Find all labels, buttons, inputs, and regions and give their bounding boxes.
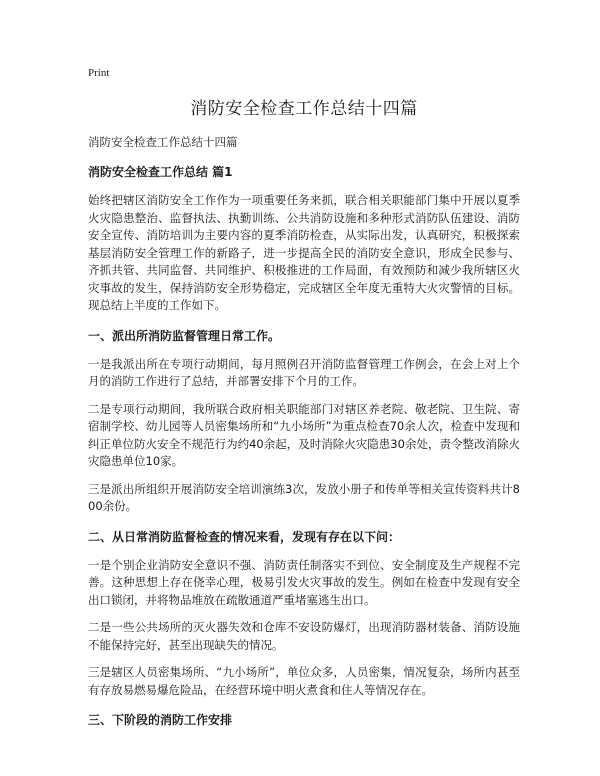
- section-heading-1: 一、派出所消防监督管理日常工作。: [88, 328, 281, 343]
- section-1-paragraph-3: 三是派出所组织开展消防安全培训演练3次，发放小册子和传单等相关宣传资料共计800余份。: [88, 481, 520, 513]
- section-1-paragraph-2: 二是专项行动期间，我所联合政府相关职能部门对辖区养老院、敬老院、卫生院、寄宿制学校、幼儿园等人员密集场所和“九小场所”为重点检查70余人次，检查中发现和纠正单位防火安全不规范行为约40余起，及时消除火灾隐患30余处，责令整改消除火灾隐患单位10家。: [88, 401, 520, 468]
- section-2-paragraph-3: 三是辖区人员密集场所、“九小场所”，单位众多，人员密集，情况复杂，场所内甚至有存放易燃易爆危险品，在经营环境中明火煮食和住人等情况存在。: [88, 665, 520, 697]
- section-heading-2: 二、从日常消防监督检查的情况来看，发现有存在以下问：: [88, 529, 401, 544]
- print-label: Print: [88, 67, 110, 79]
- document-title: 消防安全检查工作总结十四篇: [190, 99, 418, 119]
- article-heading: 消防安全检查工作总结 篇1: [88, 165, 233, 179]
- section-2-paragraph-1: 一是个别企业消防安全意识不强、消防责任制落实不到位、安全制度及生产规程不完善。这种思想上存在侥幸心理，极易引发火灾事故的发生。例如在检查中发现有安全出口锁闭，并将物品堆放在疏散通道严重堵塞逃生出口。: [88, 557, 520, 607]
- intro-paragraph: 始终把辖区消防安全工作作为一项重要任务来抓，联合相关职能部门集中开展以夏季火灾隐患整治、监督执法、执勤训练、公共消防设施和多种形式消防队伍建设、消防安全宣传、消防培训为主要内容的夏季消防检查，从实际出发，认真研究，积极探索基层消防安全管理工作的新路子，进一步提高全民的消防安全意识，形成全民参与、齐抓共管、共同监督、共同维护、积极推进的工作局面，有效预防和减少我所辖区火灾事故的发生，保持消防安全形势稳定，完成辖区全年度无重特大火灾警情的目标。现总结上半度的工作如下。: [88, 193, 520, 312]
- section-1-paragraph-1: 一是我派出所在专项行动期间，每月照例召开消防监督管理工作例会，在会上对上个月的消防工作进行了总结，并部署安排下个月的工作。: [88, 356, 520, 388]
- document-subtitle: 消防安全检查工作总结十四篇: [88, 135, 238, 149]
- section-heading-3: 三、下阶段的消防工作安排: [88, 713, 233, 727]
- document-page: [88, 66, 520, 740]
- section-2-paragraph-2: 二是一些公共场所的灭火器失效和仓库不安设防爆灯，出现消防器材装备、消防设施不能保持完好，甚至出现缺失的情况。: [88, 620, 520, 652]
